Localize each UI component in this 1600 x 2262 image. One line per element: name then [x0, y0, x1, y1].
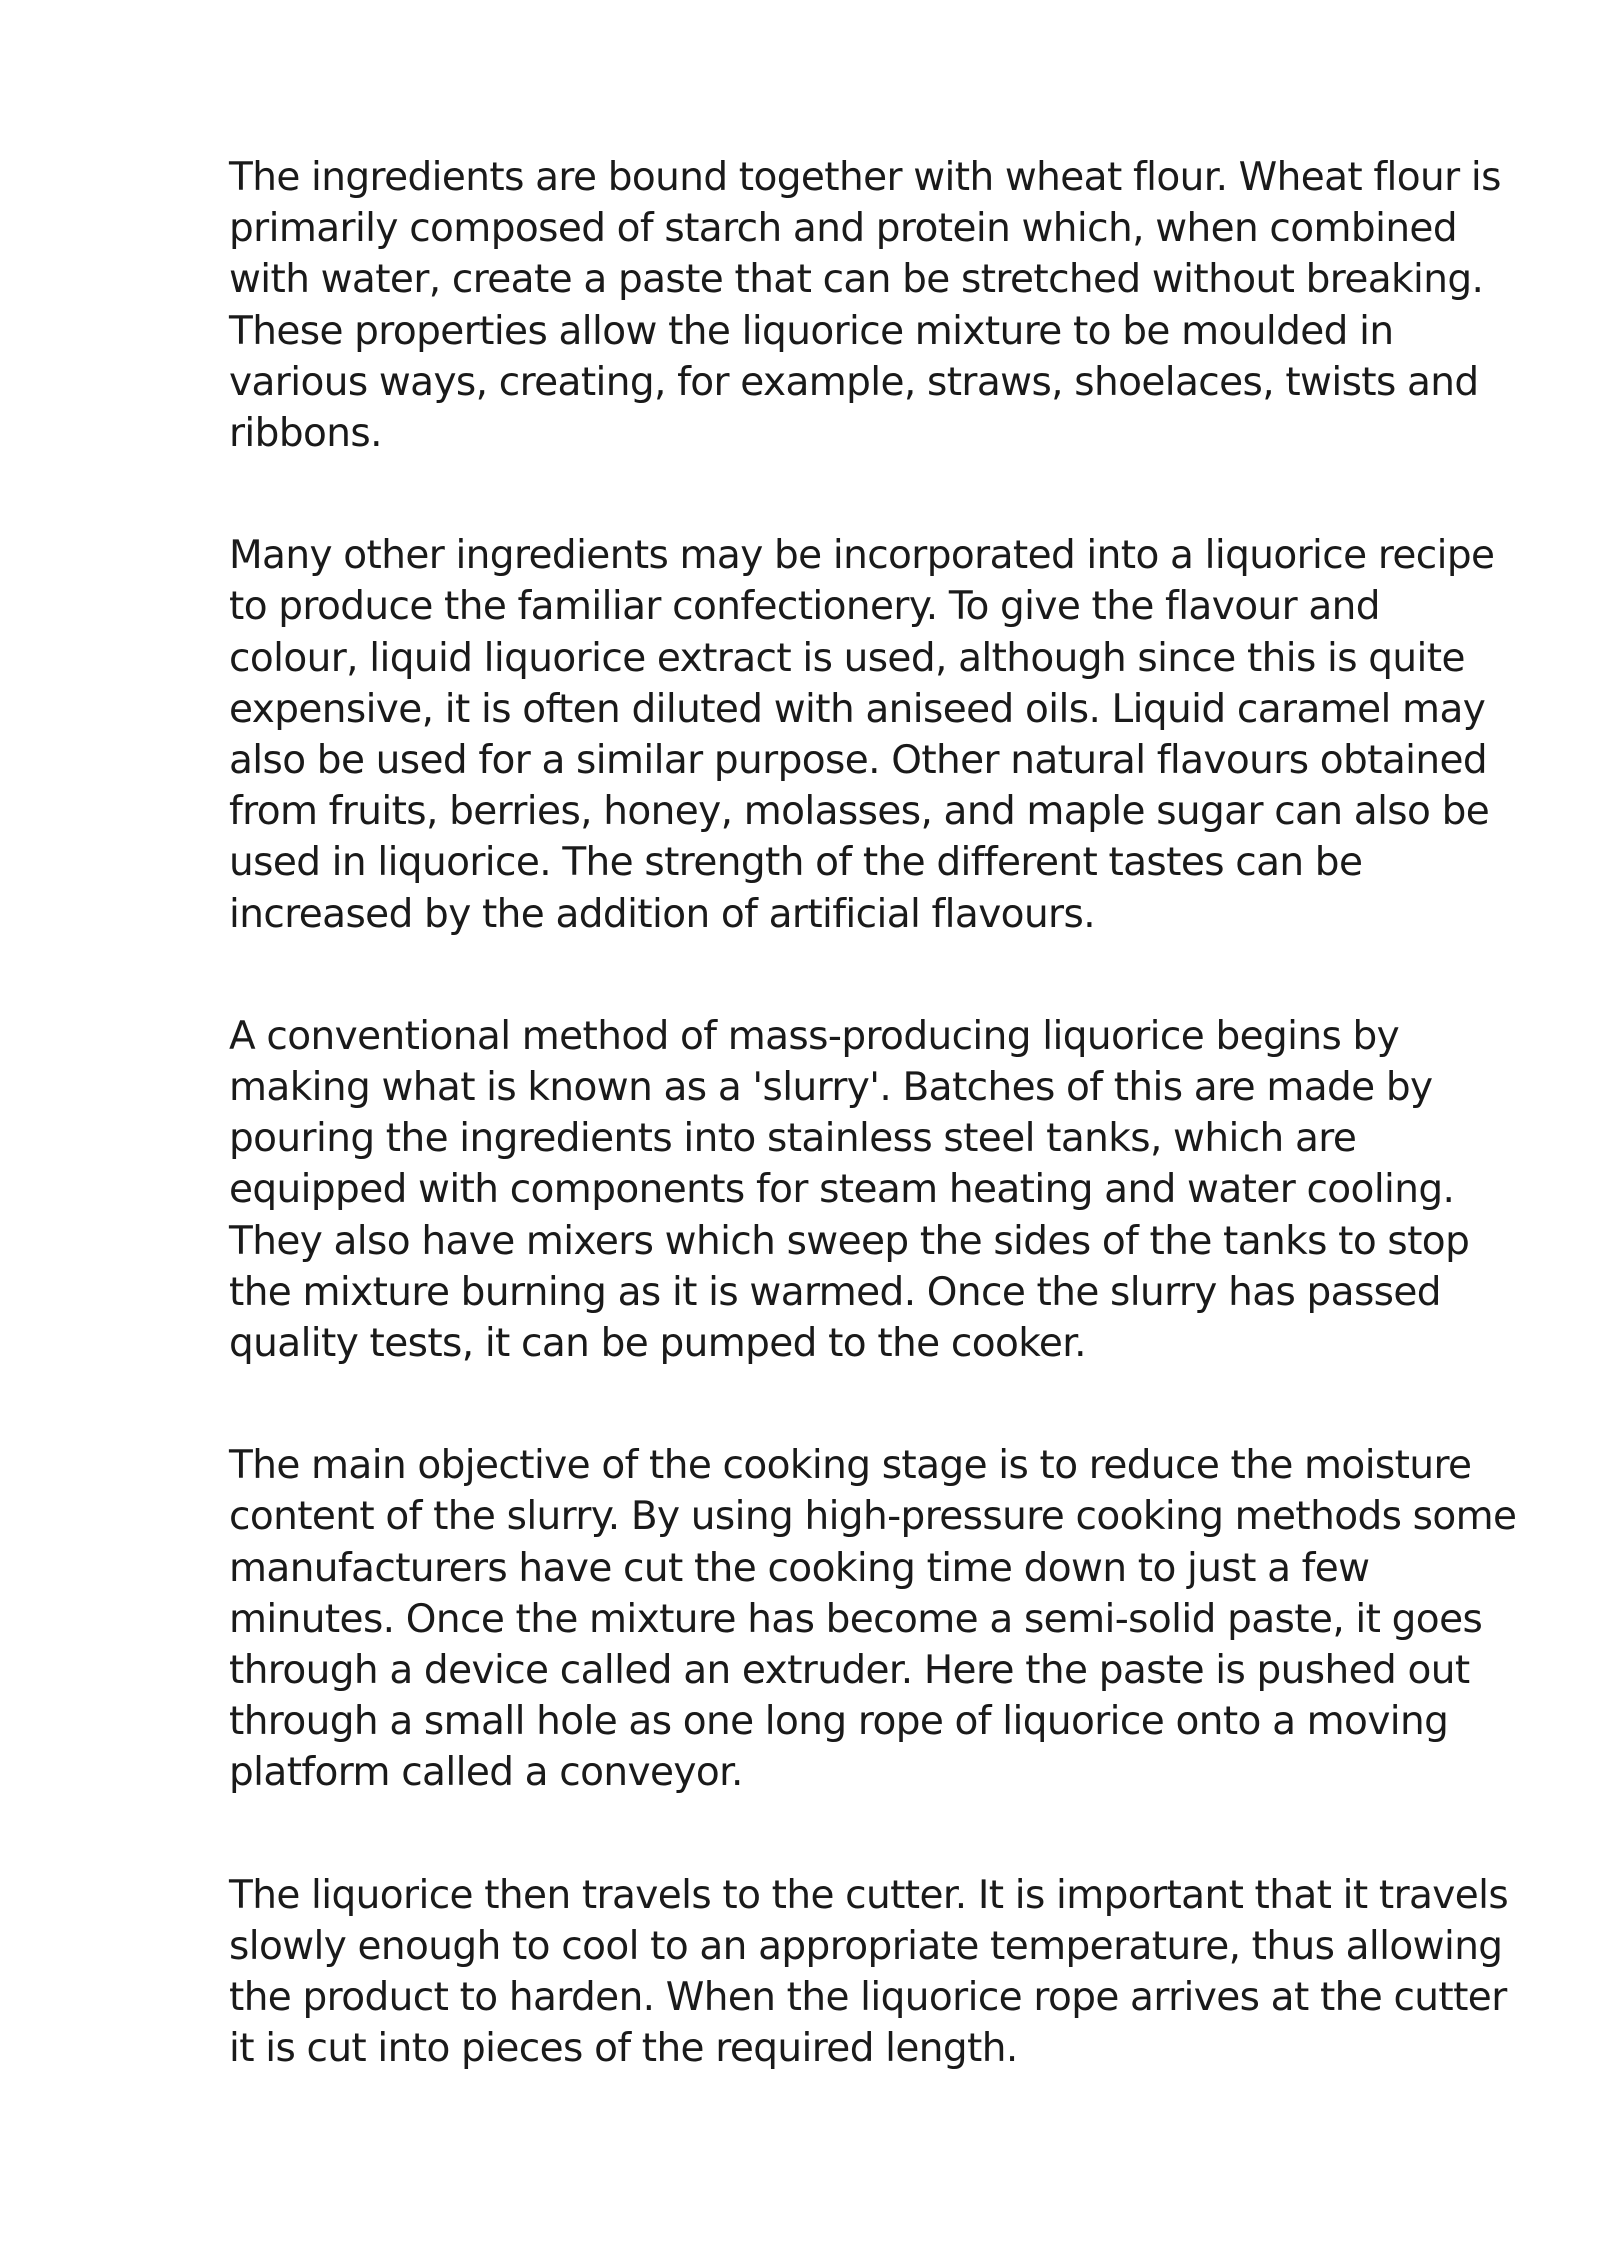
paragraph-wheat-flour: The ingredients are bound together with wheat flour. Wheat flour is primarily composed of starch and protein which, when combined with water, create a paste that can be stretched without breaking. These properties allow the liquorice mixture to be moulded in various ways, creating, for example, straws, shoelaces, twists and ribbons.: [229, 155, 1501, 457]
paragraph-cutter: The liquorice then travels to the cutter. It is important that it travels slowly enough to cool to an appropriate temperature, thus allowing the product to harden. When the liquorice rope arrives at the cutter it is cut into pieces of the required length.: [229, 1872, 1509, 2072]
paragraph-flavour-ingredients: Many other ingredients may be incorporated into a liquorice recipe to produce the familiar confectionery. To give the flavour and colour, liquid liquorice extract is used, although since this is quite expensive, it is often diluted with aniseed oils. Liquid caramel may also be used for a similar purpose. Other natural flavours obtained from fruits, berries, honey, molasses, and maple sugar can also be used in liquorice. The strength of the different tastes can be increased by the addition of artificial flavours.: [229, 533, 1495, 937]
paragraph-slurry-method: A conventional method of mass-producing liquorice begins by making what is known as a 'slurry'. Batches of this are made by pouring the ingredients into stainless steel tanks, which are equipped with components for steam heating and water cooling. They also have mixers which sweep the sides of the tanks to stop the mixture burning as it is warmed. Once the slurry has passed quality tests, it can be pumped to the cooker.: [229, 1013, 1470, 1367]
paragraph-cooking-stage: The main objective of the cooking stage is to reduce the moisture content of the slurry. By using high-pressure cooking methods some manufacturers have cut the cooking time down to just a few minutes. Once the mixture has become a semi-solid paste, it goes through a device called an extruder. Here the paste is pushed out through a small hole as one long rope of liquorice onto a moving platform called a conveyor.: [229, 1443, 1517, 1796]
document-body: [229, 152, 1519, 2075]
